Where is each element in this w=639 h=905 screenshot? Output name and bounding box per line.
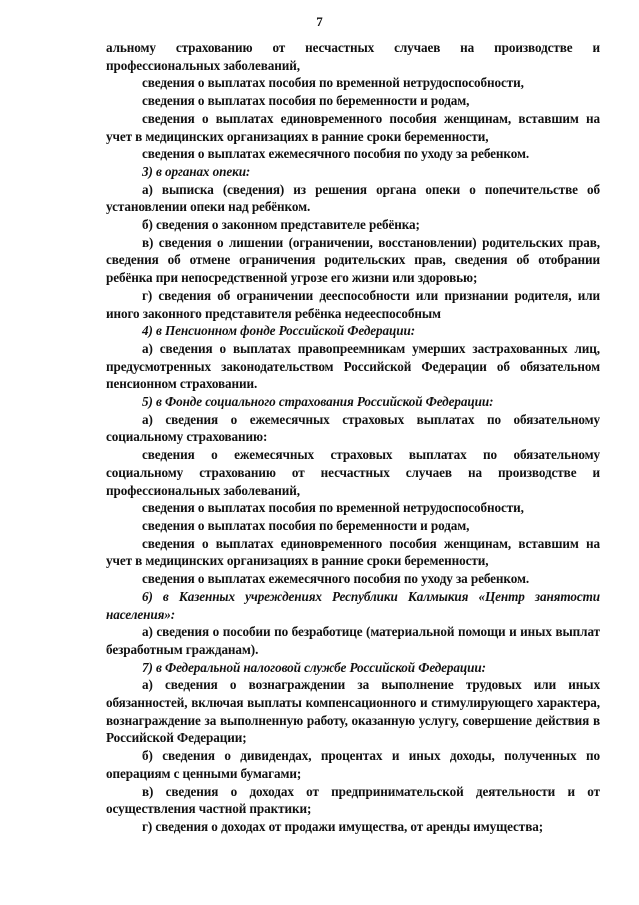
paragraph: а) сведения о вознаграждении за выполнение трудовых или иных обязанностей, включая выплаты компенсационного и стимулирующего характера, вознаграждение за выполненную работу, оказанную услугу, совершение действия в Российской Федерации; [106,677,600,746]
paragraph: б) сведения о законном представителе ребёнка; [142,217,420,233]
paragraph: сведения о выплатах пособия по временной нетрудоспособности, [142,500,524,516]
paragraph: а) выписка (сведения) из решения органа опеки о попечительстве об установлении опеки над ребёнком. [106,181,600,215]
paragraph: сведения о выплатах ежемесячного пособия по уходу за ребенком. [142,571,530,587]
paragraph: сведения о выплатах пособия по беременности и родам, [142,93,470,109]
paragraph: г) сведения о доходах от продажи имущества, от аренды имущества; [142,818,543,834]
paragraph: сведения о ежемесячных страховых выплатах по обязательному социальному страхованию от несчастных случаев на производстве и профессиональных заболеваний, [106,447,600,498]
section-heading: 4) в Пенсионном фонде Российской Федерации: [142,323,416,339]
paragraph: в) сведения о лишении (ограничении, восстановлении) родительских прав, сведения об отмене ограничения родительских прав, сведения об отобрании ребёнка при непосредственной угрозе его жизни или здоровью; [106,234,600,286]
paragraph: сведения о выплатах ежемесячного пособия по уходу за ребенком. [142,146,530,162]
paragraph: б) сведения о дивидендах, процентах и иных доходы, полученных по операциям с ценными бумагами; [106,748,600,781]
paragraph: сведения о выплатах единовременного пособия женщинам, вставшим на учет в медицинских организациях в ранние сроки беременности, [106,535,600,569]
page-number: 7 [316,14,323,29]
paragraph: сведения о выплатах пособия по временной нетрудоспособности, [142,75,524,91]
document-body [106,39,600,836]
paragraph: а) сведения о пособии по безработице (материальной помощи и иных выплат безработным гражданам). [106,624,600,657]
paragraph: г) сведения об ограничении дееспособности или признании родителя, или иного законного представителя ребёнка недееспособным [106,287,600,321]
paragraph: а) сведения о ежемесячных страховых выплатах по обязательному социальному страхованию: [106,411,600,445]
section-heading: 6) в Казенных учреждениях Республики Калмыкия «Центр занятости населения»: [106,588,600,622]
paragraph: а) сведения о выплатах правопреемникам умерших застрахованных лиц, предусмотренных законодательством Российской Федерации об обязательном пенсионном страховании. [106,340,600,392]
paragraph: в) сведения о доходах от предпринимательской деятельности и от осуществления частной практики; [106,783,600,817]
section-heading: 5) в Фонде социального страхования Российской Федерации: [142,394,494,410]
paragraph: сведения о выплатах пособия по беременности и родам, [142,517,470,533]
paragraph: альному страхованию от несчастных случаев на производстве и профессиональных заболеваний, [106,40,600,73]
section-heading: 7) в Федеральной налоговой службе Российской Федерации: [142,659,486,675]
paragraph: сведения о выплатах единовременного пособия женщинам, вставшим на учет в медицинских организациях в ранние сроки беременности, [106,110,600,144]
section-heading: 3) в органах опеки: [142,163,251,179]
